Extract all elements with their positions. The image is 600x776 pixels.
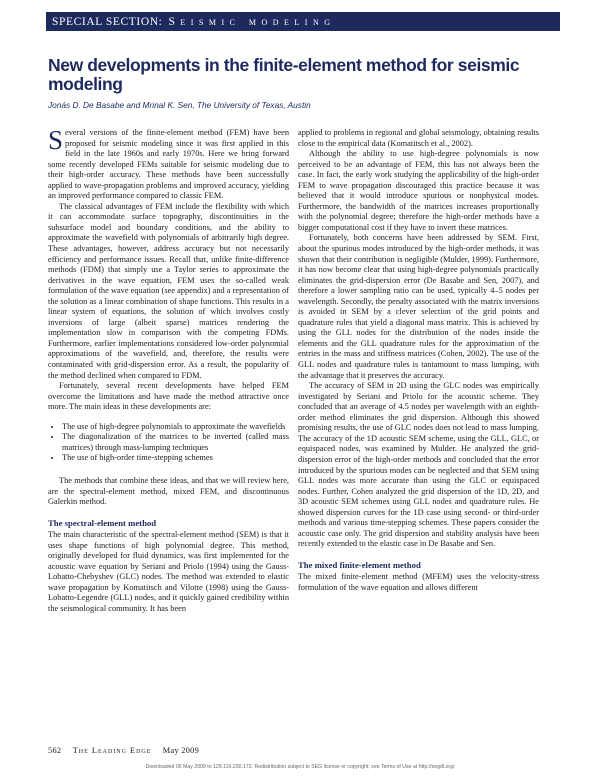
page-footer	[48, 746, 208, 755]
right-column	[298, 128, 539, 594]
paragraph: The methods that combine these ideas, and that we will review here, are the spectral-element method, mixed FEM, and discontinuous Galerkin method.	[48, 475, 289, 507]
banner-section-label: SPECIAL SECTION:	[52, 15, 163, 28]
page-number: 562	[48, 746, 62, 755]
paragraph: Fortunately, several recent developments have helped FEM overcome the limitations and have made the method attractive once more. The main ideas in these developments are:	[48, 381, 289, 412]
list-item: • The use of high-order time-stepping schemes	[62, 453, 289, 464]
paragraph: applied to problems in regional and global seismology, obtaining results close to the empirical data (Komatitsch et al., 2002).	[298, 128, 539, 148]
banner-topic-label: Seismic modeling	[168, 15, 336, 28]
journal-name: The Leading Edge	[72, 746, 152, 755]
download-notice: Downloaded 06 May 2009 to 129.116.230.172. Redistribution subject to SEG license or copyright; see Terms of Use at http://segdl.org/	[145, 764, 455, 770]
section-heading: The mixed finite-element method	[298, 559, 421, 570]
bullet-list	[48, 422, 289, 464]
list-item: • The use of high-degree polynomials to approximate the wavefields	[62, 422, 289, 433]
paragraph: The accuracy of SEM in 2D using the GLC nodes was empirically investigated by Seriani and Priolo for the acoustic scheme. They concluded that an average of 4.5 nodes per wavelength with an eighth-order method eliminates the grid dispersion. Although this showed promising results, the use of GLC nodes does not lead to mass lumping. The accuracy of the 1D acoustic SEM scheme, using the GLL, GLC, or equispaced nodes, was examined by Mulder. He analyzed the grid-dispersion error of the high-order methods and concluded that the error introduced by the spurious modes can be neglected and that SEM using GLL nodes was more accurate than using the GLC or equispaced nodes. Further, Cohen analyzed the grid dispersion of the 1D, 2D, and 3D acoustic SEM schemes using GLL nodes and quadrature rules. He showed dispersion curves for the 1D case using second- or third-order methods and various time-stepping schemes. These papers consider the acoustic case only. The grid dispersion and stability analysis have been recently extended to the elastic case in De Basabe and Sen.	[298, 381, 539, 549]
paragraph: Several versions of the finite-element method (FEM) have been proposed for seismic modeling since it was first applied in this field in the late 1960s and early 1970s. Here we bring forward some recently developed FEMs suitable for seismic modeling due to their high-order accuracy. These methods have been successfully applied to wave-propagation problems and improved accuracy, yielding an improved performance compared to classic FEM.	[48, 125, 289, 201]
drop-cap: S	[48, 125, 64, 155]
paragraph: The classical advantages of FEM include the flexibility with which it can accommodate surface topography, discontinuities in the subsurface model and boundary conditions, and the ability to approximate the wavefield with polynomials of arbitrarily high degree. These advantages, however, address accuracy but not necessarily efficiency and performance issues. Recall that, unlike finite-difference methods (FDM) that simply use a Taylor series to approximate the derivatives in the wave equation, FEM uses the so-called weak formulation of the wave equation (see appendix) and a representation of the solution as a linear combination of shape functions. This results in a linear system of equations, the solution of which involves costly inversions of large (albeit sparse) matrices rendering the implementation slow in comparison with the competing FDMs. Furthermore, earlier implementations considered low-order polynomial approximations of the wavefield, and, therefore, the results were contaminated with grid-dispersion error. As a result, the popularity of the method declined when compared to FDM.	[48, 201, 289, 380]
paragraph: Although the ability to use high-degree polynomials is now perceived to be an advantage of FEM, this has not always been the case. In fact, the early work studying the applicability of the high-order FEM to wave propagation discouraged this practice because it was believed that it would introduce spurious or nonphysical modes. Furthermore, the bandwidth of the matrices increases proportionally with the polynomial degree; therefore the high-order methods have a bigger computational cost if they have to invert these matrices.	[298, 149, 539, 232]
paragraph: The main characteristic of the spectral-element method (SEM) is that it uses shape functions of high polynomial degree. This method, originally developed for fluid dynamics, was first implemented for the acoustic wave equation by Seriani and Priolo (1994) using the Gauss-Lobatto-Chebyshev (GLC) nodes. The method was extended to elastic wave propagation by Komatitsch and Vilotte (1998) using the Gauss-Lobatto-Legendre (GLL) nodes, and it quickly gained credibility within the seismological community. It has been	[48, 530, 289, 613]
article-authors: Jonás D. De Basabe and Mrinal K. Sen, The University of Texas, Austin	[48, 100, 311, 110]
section-banner	[46, 12, 560, 31]
paragraph: The mixed finite-element method (MFEM) uses the velocity-stress formulation of the wave equation and allows different	[298, 572, 539, 592]
left-column	[48, 125, 289, 615]
section-heading: The spectral-element method	[48, 517, 157, 528]
article-title: New developments in the finite-element method for seismic modeling	[48, 55, 520, 94]
paragraph: Fortunately, both concerns have been addressed by SEM. First, about the spurious modes introduced by the high-order methods, it was shown that their contribution is negligible (Mulder, 1999). Furthermore, it has now become clear that using high-degree polynomials practically eliminates the grid-dispersion error (De Basabe and Sen, 2007), and therefore a lower sampling ratio can be used, typically 4–5 nodes per wavelength. Secondly, the penalty associated with the matrix inversions is avoided in SEM by a clever selection of the grid points and quadrature rules that yield a diagonal mass matrix. This is achieved by using the GLL nodes for the distribution of the nodes inside the elements and the GLL quadrature rules for the approximation of the entries in the mass and stiffness matrices (Cohen, 2002). The use of the GLL nodes and quadrature rules is tantamount to mass lumping, with the advantage that it preserves the accuracy.	[298, 233, 539, 380]
list-item: • The diagonalization of the matrices to be inverted (called mass matrices) through mass-lumping techniques	[62, 432, 289, 453]
issue-date: May 2009	[162, 746, 200, 755]
